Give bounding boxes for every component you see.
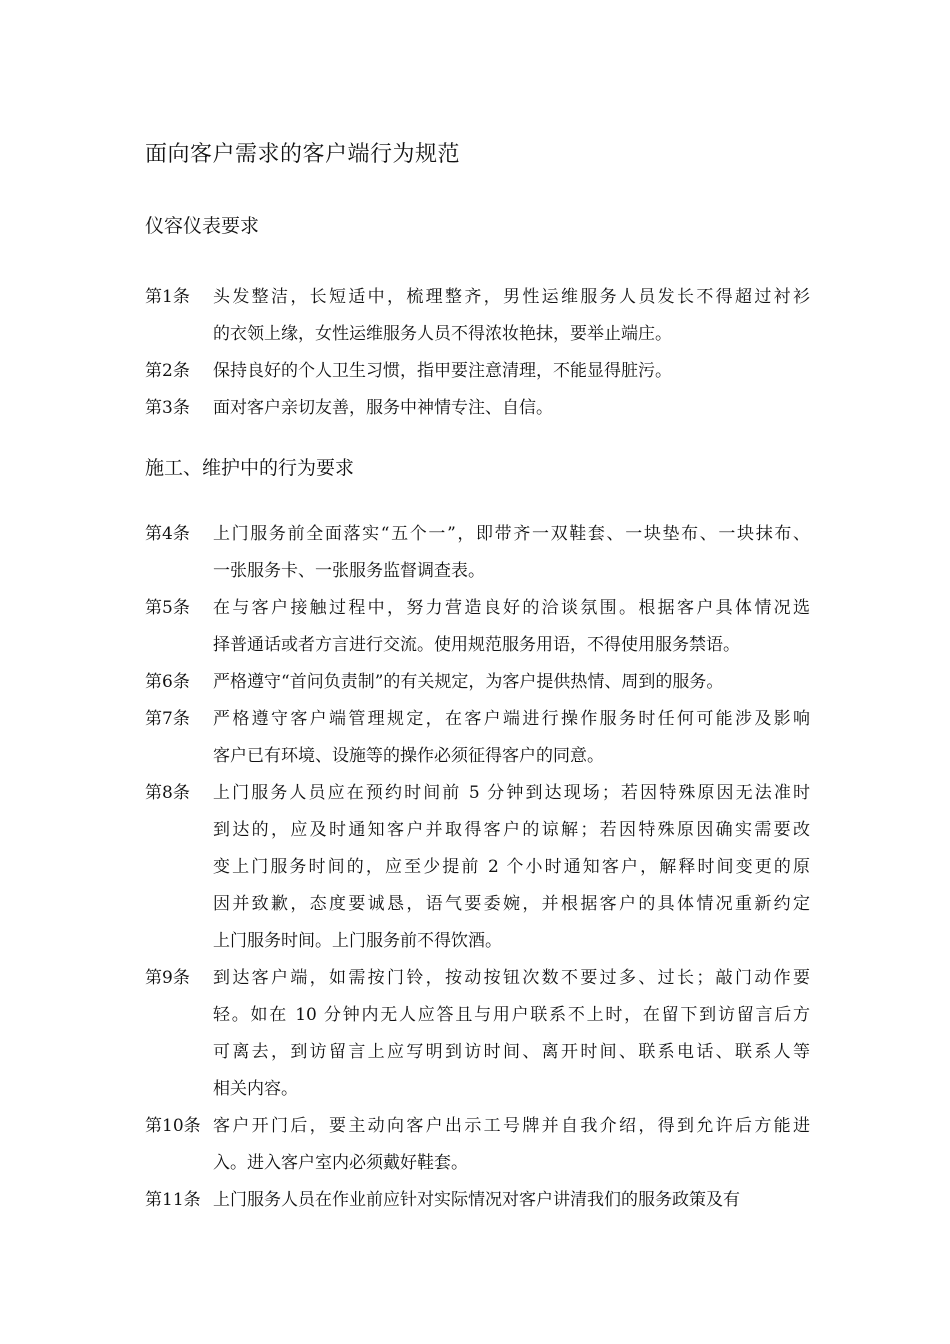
article-text <box>213 516 810 590</box>
article-text-line: 头发整洁，长短适中，梳理整齐，男性运维服务人员发长不得超过衬衫 <box>213 287 810 307</box>
article-number: 第2条 <box>145 361 190 381</box>
article-number: 第1条 <box>145 287 190 307</box>
article-text <box>213 1182 810 1219</box>
article-text <box>213 1108 810 1182</box>
article-text-line: 上门服务人员在作业前应针对实际情况对客户讲清我们的服务政策及有 <box>213 1190 740 1210</box>
article-text <box>213 664 810 701</box>
article-item <box>145 279 810 353</box>
article-number: 第7条 <box>145 709 190 729</box>
article-text-line: 到达客户端，如需按门铃，按动按钮次数不要过多、过长；敲门动作要 <box>213 968 810 988</box>
article-text-line: 因并致歉，态度要诚恳，语气要委婉，并根据客户的具体情况重新约定 <box>213 894 810 914</box>
article-text <box>213 701 810 775</box>
article-number: 第9条 <box>145 968 190 988</box>
article-text <box>213 279 810 353</box>
article-text-line: 严格遵守“首问负责制”的有关规定，为客户提供热情、周到的服务。 <box>213 672 724 692</box>
article-item <box>145 1182 810 1219</box>
article-item <box>145 1108 810 1182</box>
article-list-conduct <box>145 516 810 1219</box>
article-text-line: 严格遵守客户端管理规定，在客户端进行操作服务时任何可能涉及影响 <box>213 709 810 729</box>
article-text-line: 面对客户亲切友善，服务中神情专注、自信。 <box>213 398 553 418</box>
article-item <box>145 390 810 427</box>
article-text <box>213 775 810 960</box>
article-text-line: 到达的，应及时通知客户并取得客户的谅解；若因特殊原因确实需要改 <box>213 820 810 840</box>
article-item <box>145 701 810 775</box>
article-text-line: 一张服务卡、一张服务监督调查表。 <box>213 561 485 581</box>
article-item <box>145 775 810 960</box>
article-text <box>213 390 810 427</box>
article-text-line: 上门服务时间。上门服务前不得饮酒。 <box>213 931 502 951</box>
article-text <box>213 353 810 390</box>
article-number: 第4条 <box>145 524 190 544</box>
article-item <box>145 516 810 590</box>
article-text <box>213 590 810 664</box>
article-text-line: 上门服务前全面落实“五个一”，即带齐一双鞋套、一块垫布、一块抹布、 <box>213 524 810 544</box>
article-number: 第3条 <box>145 398 190 418</box>
article-text-line: 相关内容。 <box>213 1079 298 1099</box>
article-item <box>145 353 810 390</box>
article-text-line: 上门服务人员应在预约时间前 5 分钟到达现场；若因特殊原因无法准时 <box>213 783 810 803</box>
article-text-line: 变上门服务时间的，应至少提前 2 个小时通知客户，解释时间变更的原 <box>213 857 810 877</box>
article-number: 第11条 <box>145 1190 201 1210</box>
document-title: 面向客户需求的客户端行为规范 <box>145 142 461 167</box>
section-heading-conduct: 施工、维护中的行为要求 <box>145 457 355 479</box>
article-text-line: 可离去，到访留言上应写明到访时间、离开时间、联系电话、联系人等 <box>213 1042 810 1062</box>
article-text-line: 入。进入客户室内必须戴好鞋套。 <box>213 1153 468 1173</box>
article-number: 第8条 <box>145 783 190 803</box>
article-text <box>213 960 810 1108</box>
article-text-line: 的衣领上缘，女性运维服务人员不得浓妆艳抹，要举止端庄。 <box>213 324 672 344</box>
article-list-appearance <box>145 279 810 427</box>
article-item <box>145 590 810 664</box>
article-text-line: 保持良好的个人卫生习惯，指甲要注意清理，不能显得脏污。 <box>213 361 672 381</box>
article-number: 第6条 <box>145 672 190 692</box>
article-item <box>145 960 810 1108</box>
article-text-line: 客户开门后，要主动向客户出示工号牌并自我介绍，得到允许后方能进 <box>213 1116 810 1136</box>
article-number: 第10条 <box>145 1116 201 1136</box>
article-text-line: 客户已有环境、设施等的操作必须征得客户的同意。 <box>213 746 604 766</box>
article-item <box>145 664 810 701</box>
section-heading-appearance: 仪容仪表要求 <box>145 215 260 237</box>
article-text-line: 轻。如在 10 分钟内无人应答且与用户联系不上时，在留下到访留言后方 <box>213 1005 810 1025</box>
article-text-line: 择普通话或者方言进行交流。使用规范服务用语，不得使用服务禁语。 <box>213 635 740 655</box>
article-text-line: 在与客户接触过程中，努力营造良好的洽谈氛围。根据客户具体情况选 <box>213 598 810 618</box>
article-number: 第5条 <box>145 598 190 618</box>
